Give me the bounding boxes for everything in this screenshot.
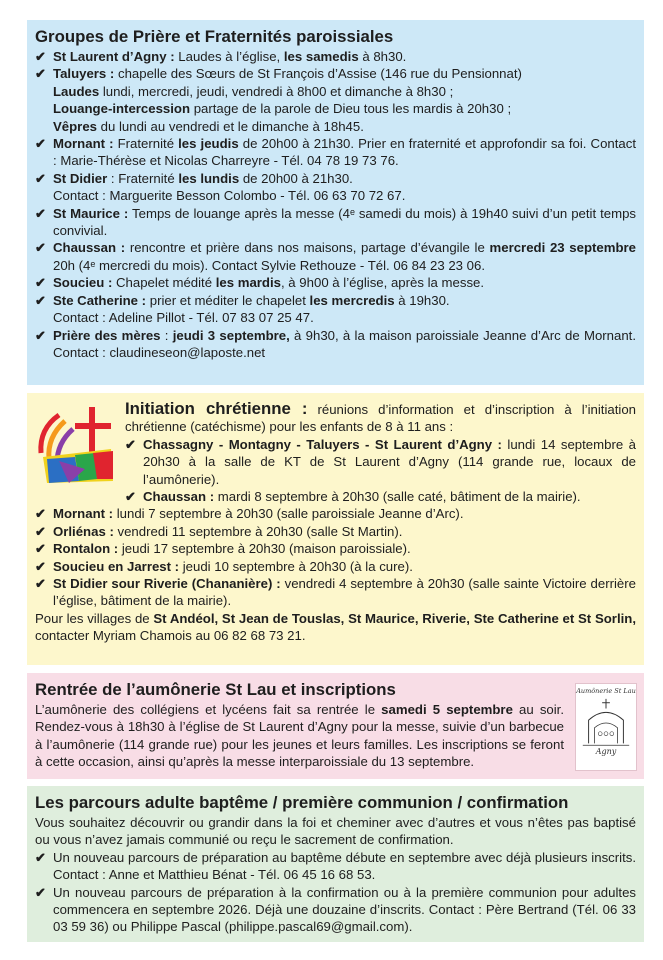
place-name: Orliénas :	[53, 523, 114, 539]
item-text: prier et méditer le chapelet	[146, 292, 310, 308]
item-bold: les lundis	[178, 170, 240, 186]
checkmark-icon: ✔	[35, 136, 47, 152]
checkmark-icon: ✔	[35, 240, 47, 256]
list-item	[125, 488, 636, 505]
item-text: lundi 7 septembre à 20h30 (salle paroissiale Jeanne d’Arc).	[113, 506, 464, 522]
list-item	[35, 327, 636, 362]
item-text: vendredi 11 septembre à 20h30 (salle St Martin).	[113, 523, 403, 539]
list-item	[125, 436, 636, 488]
item-bold: les jeudis	[178, 136, 239, 152]
item-text: : Fraternité	[107, 170, 179, 186]
place-name: Soucieu en Jarrest :	[53, 558, 180, 574]
item-text: 20h (4ᵉ mercredi du mois). Contact Sylvie Rethouze - Tél. 06 84 23 23 06.	[53, 257, 486, 273]
place-name: Chaussan :	[143, 489, 215, 505]
item-text: de 20h00 à 21h30.	[239, 170, 353, 186]
checkmark-icon: ✔	[35, 849, 47, 865]
schedule-line	[35, 83, 636, 100]
intro-paragraph: Vous souhaitez découvrir ou grandir dans la foi et cheminer avec d’autres et vous n’êtes pas baptisé ou vous n’avez jamais communié ou reçu le sacrement de confirmation.	[35, 815, 636, 848]
initiation-logo-icon	[35, 399, 119, 489]
item-text: Laudes à l’église,	[174, 49, 284, 64]
item-text: Pour les villages de	[35, 610, 154, 626]
item-text: lundi 14 septembre à 20h30 à la salle de KT de St Laurent d’Agny (114 grande rue, locaux de l’aumônerie).	[143, 436, 636, 487]
checkmark-icon: ✔	[35, 292, 47, 308]
place-name: Taluyers :	[53, 66, 115, 82]
item-text: à 19h30.	[394, 292, 450, 308]
chapel-drawing-icon	[577, 695, 635, 753]
list-item	[35, 205, 636, 240]
item-bold: les mardis	[215, 275, 281, 291]
item-text: au soir. Rendez-vous à 18h30 à l’église de St Laurent d’Agny pour la messe, suivie d’un barbecue à l’aumônerie (114 grande rue) pour les jeunes et leurs familles. Les inscriptions se feront à cette occasion, ainsi qu’après la messe interparoissiale du 13 septembre.	[35, 702, 565, 770]
schedule-line	[35, 100, 636, 117]
item-text: Fraternité	[113, 136, 179, 152]
list-item	[35, 135, 636, 170]
list-item	[35, 558, 636, 575]
aumonerie-section	[27, 673, 644, 779]
place-name: Mornant :	[53, 506, 114, 522]
logo-top-text: Aumônerie St Lau	[576, 687, 636, 695]
checkmark-icon: ✔	[35, 170, 47, 186]
section-title: Initiation chrétienne :	[125, 399, 308, 418]
place-name: Soucieu :	[53, 275, 113, 291]
checkmark-icon: ✔	[35, 541, 47, 557]
place-name: Prière des mères	[53, 327, 161, 343]
checkmark-icon: ✔	[35, 576, 47, 592]
item-bold: St Andéol, St Jean de Touslas, St Maurice, Riverie, Ste Catherine et St Sorlin,	[153, 610, 636, 626]
item-text: , à 9h00 à l’église, après la messe.	[280, 275, 485, 291]
contact-line: Contact : Marguerite Besson Colombo - Tél. 06 63 70 72 67.	[53, 188, 406, 204]
intro-text: réunions d’information et d’inscription à l’initiation chrétienne (catéchisme) pour les enfants de 8 à 11 ans :	[125, 402, 636, 435]
list-item	[35, 65, 636, 82]
checkmark-icon: ✔	[35, 66, 47, 82]
item-text: chapelle des Sœurs de St François d’Assise (146 rue du Pensionnat)	[114, 66, 522, 82]
item-text: Un nouveau parcours de préparation au baptême débute en septembre avec déjà plusieurs inscrits. Contact : Anne et Matthieu Bénat - Tél. 06 45 16 68 53.	[53, 849, 636, 883]
item-text: partage de la parole de Dieu tous les mardis à 20h30 ;	[190, 101, 512, 117]
checkmark-icon: ✔	[35, 884, 47, 900]
item-bold: Vêpres	[53, 118, 97, 134]
prayer-groups-section	[27, 20, 644, 385]
item-bold: les samedis	[283, 49, 359, 64]
checkmark-icon: ✔	[35, 49, 47, 64]
list-item	[35, 505, 636, 522]
item-text: lundi, mercredi, jeudi, vendredi à 8h00 et dimanche à 8h30 ;	[99, 83, 454, 99]
item-text: vendredi 4 septembre à 20h30 (salle sainte Victoire derrière l’église, bâtiment de la mairie).	[53, 576, 636, 609]
item-bold: Laudes	[53, 83, 100, 99]
checkmark-icon: ✔	[125, 436, 137, 452]
list-item	[35, 849, 636, 884]
list-item	[35, 292, 636, 309]
item-text: à 8h30.	[358, 49, 407, 64]
item-text: Temps de louange après la messe (4ᵉ samedi du mois) à 19h40 suivi d’un petit temps convivial.	[53, 205, 637, 239]
checkmark-icon: ✔	[35, 275, 47, 291]
list-item	[35, 170, 636, 187]
checkmark-icon: ✔	[35, 205, 47, 221]
place-name: Mornant :	[53, 136, 114, 152]
item-text: de 20h00 à 21h30. Prier en fraternité et approfondir sa foi. Contact : Marie-Thérèse et Nicolas Charreyre - Tél. 04 78 19 73 76.	[53, 136, 636, 169]
section-title: Rentrée de l’aumônerie St Lau et inscriptions	[35, 680, 396, 699]
place-name: St Maurice :	[53, 205, 129, 221]
list-item	[35, 523, 636, 540]
place-name: Rontalon :	[53, 541, 119, 557]
item-text: Chapelet médité	[112, 275, 216, 291]
item-text: du lundi au vendredi et le dimanche à 18h45.	[97, 118, 364, 134]
item-bold: samedi 5 septembre	[381, 702, 513, 717]
item-text: :	[160, 327, 173, 343]
section-title: Les parcours adulte baptême / première communion / confirmation	[35, 793, 569, 812]
item-text: contacter Myriam Chamois au 06 82 68 73 21.	[35, 628, 306, 644]
aumonerie-logo-icon	[575, 683, 637, 771]
item-text: Un nouveau parcours de préparation à la confirmation ou à la première communion pour adultes commencera en septembre 2026. Déjà une douzaine d’inscrits. Contact : Père Bertrand (Tél. 06 33 03 59 36) ou Philippe Pascal (philippe.pascal69@gmail.com).	[53, 884, 636, 935]
list-item	[35, 884, 636, 936]
checkmark-icon: ✔	[35, 327, 47, 343]
section-title: Groupes de Prière et Fraternités paroissiales	[35, 27, 394, 46]
item-text: L’aumônerie des collégiens et lycéens fait sa rentrée le	[35, 702, 382, 717]
item-text: mardi 8 septembre à 20h30 (salle caté, bâtiment de la mairie).	[214, 489, 581, 505]
adult-sacraments-section	[27, 786, 644, 942]
place-name: St Laurent d’Agny :	[53, 49, 175, 64]
item-bold: mercredi 23 septembre	[489, 240, 637, 256]
place-name: St Didier	[53, 170, 108, 186]
place-name: Chassagny - Montagny - Taluyers - St Laurent d’Agny :	[143, 436, 502, 452]
list-item	[35, 575, 636, 610]
item-bold: jeudi 3 septembre,	[172, 327, 290, 343]
list-item	[35, 239, 636, 274]
checkmark-icon: ✔	[35, 506, 47, 522]
villages-paragraph	[35, 610, 636, 645]
logo-bottom-text: Agny	[595, 747, 617, 756]
item-bold: les mercredis	[309, 292, 395, 308]
place-name: Chaussan :	[53, 240, 126, 256]
schedule-line	[35, 118, 636, 135]
intro-paragraph	[125, 399, 636, 436]
place-name: St Didier sour Riverie (Chananière) :	[53, 576, 281, 592]
item-text: à 9h30, à la maison paroissiale Jeanne d’Arc de Mornant. Contact : claudineseon@laposte.net	[53, 327, 636, 360]
item-text: rencontre et prière dans nos maisons, partage d’évangile le	[125, 240, 490, 256]
item-text: jeudi 17 septembre à 20h30 (maison paroissiale).	[118, 541, 411, 557]
place-name: Ste Catherine :	[53, 292, 147, 308]
item-text: jeudi 10 septembre à 20h30 (à la cure).	[179, 558, 413, 574]
item-bold: Louange-intercession	[53, 101, 191, 117]
contact-line: Contact : Adeline Pillot - Tél. 07 83 07 25 47.	[53, 310, 314, 326]
checkmark-icon: ✔	[35, 523, 47, 539]
initiation-section	[27, 393, 644, 665]
aumonerie-paragraph	[35, 701, 564, 771]
checkmark-icon: ✔	[125, 489, 137, 505]
checkmark-icon: ✔	[35, 558, 47, 574]
sub-list	[125, 436, 636, 506]
list-item	[35, 48, 636, 65]
list-item	[35, 274, 636, 291]
list-item	[35, 540, 636, 557]
